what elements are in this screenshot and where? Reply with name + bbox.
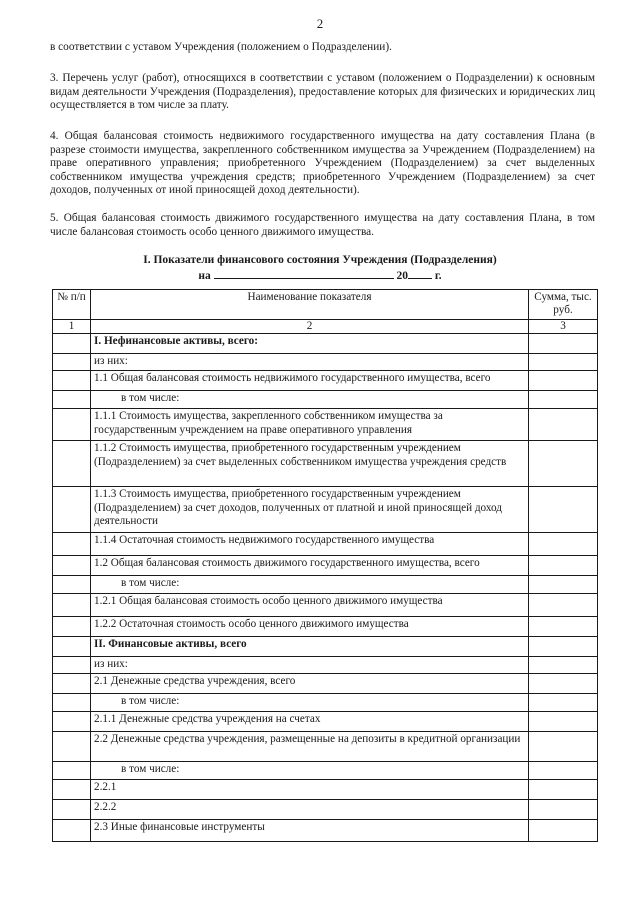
- row-number-cell: [53, 594, 91, 617]
- row-indicator-cell: 1.2 Общая балансовая стоимость движимого государственного имущества, всего: [91, 556, 529, 576]
- row-sum-cell: [529, 576, 598, 594]
- row-number-cell: [53, 732, 91, 762]
- table-row: [53, 576, 598, 594]
- paragraph-movable-property: 5. Общая балансовая стоимость движимого государственного имущества на дату составления Плана, в том числе балансовая стоимость особо ценного движимого имущества.: [50, 212, 595, 238]
- row-sum-cell: [529, 391, 598, 409]
- row-sum-cell: [529, 441, 598, 487]
- row-number-cell: [53, 617, 91, 637]
- table-body: [53, 334, 598, 842]
- table-row: [53, 732, 598, 762]
- row-number-cell: [53, 409, 91, 441]
- row-number-cell: [53, 487, 91, 533]
- row-indicator-cell: 1.1.2 Стоимость имущества, приобретенного государственным учреждением (Подразделением) за счет выделенных собственником имущества учреждения средств: [91, 441, 529, 487]
- row-number-cell: [53, 780, 91, 800]
- section-title: I. Показатели финансового состояния Учреждения (Подразделения): [143, 254, 497, 266]
- table-row: [53, 637, 598, 657]
- row-sum-cell: [529, 800, 598, 820]
- row-indicator-cell: 2.2 Денежные средства учреждения, размещенные на депозиты в кредитной организации: [91, 732, 529, 762]
- row-number-cell: [53, 354, 91, 371]
- row-sum-cell: [529, 487, 598, 533]
- row-indicator-cell: 2.1 Денежные средства учреждения, всего: [91, 674, 529, 694]
- row-sum-cell: [529, 780, 598, 800]
- row-indicator-cell: 1.1 Общая балансовая стоимость недвижимого государственного имущества, всего: [91, 371, 529, 391]
- row-indicator-cell: в том числе:: [91, 762, 529, 780]
- row-sum-cell: [529, 732, 598, 762]
- table-row: [53, 556, 598, 576]
- row-sum-cell: [529, 674, 598, 694]
- row-indicator-cell: 1.1.3 Стоимость имущества, приобретенного государственным учреждением (Подразделением) за счет доходов, полученных от платной и иной приносящей доход деятельности: [91, 487, 529, 533]
- paragraph-real-estate: 4. Общая балансовая стоимость недвижимого государственного имущества на дату составления Плана (в разрезе стоимости имущества, закрепленного собственником имущества за Учреждением (Подразделением) на праве оперативного управления; приобретенного Учреждением (Подразделением) за счет выделенных собственником имущества учреждения средств; приобретенного Учреждением (Подразделением) за счет доходов, полученных от иной приносящей доход деятельности).: [50, 130, 595, 197]
- table-row: [53, 334, 598, 354]
- row-sum-cell: [529, 762, 598, 780]
- column-numbers-row: [53, 319, 598, 333]
- row-number-cell: [53, 820, 91, 842]
- date-blank: [214, 267, 394, 279]
- row-number-cell: [53, 334, 91, 354]
- row-sum-cell: [529, 820, 598, 842]
- table-row: [53, 762, 598, 780]
- table-row: [53, 533, 598, 556]
- row-number-cell: [53, 371, 91, 391]
- table-row: [53, 487, 598, 533]
- row-indicator-cell: в том числе:: [91, 391, 529, 409]
- financial-indicators-table: [52, 289, 598, 842]
- row-number-cell: [53, 637, 91, 657]
- row-sum-cell: [529, 657, 598, 674]
- paragraph-continuation: в соответствии с уставом Учреждения (положением о Подразделении).: [50, 41, 392, 53]
- row-sum-cell: [529, 617, 598, 637]
- row-indicator-cell: 2.2.1: [91, 780, 529, 800]
- row-number-cell: [53, 694, 91, 712]
- row-sum-cell: [529, 533, 598, 556]
- row-sum-cell: [529, 712, 598, 732]
- table-header-row: [53, 290, 598, 320]
- row-indicator-cell: 2.3 Иные финансовые инструменты: [91, 820, 529, 842]
- column-number-3: 3: [529, 319, 598, 333]
- row-sum-cell: [529, 334, 598, 354]
- header-number: № п/п: [53, 290, 91, 320]
- row-sum-cell: [529, 371, 598, 391]
- header-sum: Сумма, тыс. руб.: [529, 290, 598, 320]
- row-sum-cell: [529, 556, 598, 576]
- row-number-cell: [53, 657, 91, 674]
- row-number-cell: [53, 533, 91, 556]
- table-row: [53, 694, 598, 712]
- row-indicator-cell: 1.1.1 Стоимость имущества, закрепленного собственником имущества за государственным учреждением на праве оперативного управления: [91, 409, 529, 441]
- row-number-cell: [53, 800, 91, 820]
- header-indicator-name: Наименование показателя: [91, 290, 529, 320]
- date-suffix: г.: [434, 270, 442, 282]
- row-number-cell: [53, 576, 91, 594]
- row-number-cell: [53, 391, 91, 409]
- row-sum-cell: [529, 354, 598, 371]
- column-number-2: 2: [91, 319, 529, 333]
- row-indicator-cell: из них:: [91, 657, 529, 674]
- row-indicator-cell: в том числе:: [91, 576, 529, 594]
- row-indicator-cell: 2.1.1 Денежные средства учреждения на счетах: [91, 712, 529, 732]
- row-number-cell: [53, 674, 91, 694]
- table-row: [53, 371, 598, 391]
- table-row: [53, 820, 598, 842]
- row-sum-cell: [529, 594, 598, 617]
- row-sum-cell: [529, 694, 598, 712]
- table-row: [53, 441, 598, 487]
- row-sum-cell: [529, 637, 598, 657]
- row-indicator-cell: в том числе:: [91, 694, 529, 712]
- row-number-cell: [53, 556, 91, 576]
- year-blank: [408, 267, 432, 279]
- year-prefix: 20: [396, 270, 408, 282]
- row-indicator-cell: 1.1.4 Остаточная стоимость недвижимого государственного имущества: [91, 533, 529, 556]
- table-row: [53, 391, 598, 409]
- row-indicator-cell: 2.2.2: [91, 800, 529, 820]
- table-row: [53, 712, 598, 732]
- table-row: [53, 800, 598, 820]
- row-indicator-cell: 1.2.1 Общая балансовая стоимость особо ценного движимого имущества: [91, 594, 529, 617]
- table-row: [53, 780, 598, 800]
- row-indicator-cell: 1.2.2 Остаточная стоимость особо ценного движимого имущества: [91, 617, 529, 637]
- page-number: 2: [316, 16, 324, 31]
- table-row: [53, 409, 598, 441]
- section-date-line: [0, 267, 640, 283]
- table-row: [53, 594, 598, 617]
- column-number-1: 1: [53, 319, 91, 333]
- paragraph-services: 3. Перечень услуг (работ), относящихся в соответствии с уставом (положением о Подразделении) к основным видам деятельности Учреждения (Подразделения), предоставление которых для физических и юридических лиц осуществляется в том числе за плату.: [50, 72, 595, 112]
- table-row: [53, 657, 598, 674]
- table-row: [53, 617, 598, 637]
- row-indicator-cell: II. Финансовые активы, всего: [91, 637, 529, 657]
- date-prefix: на: [198, 270, 211, 282]
- row-number-cell: [53, 762, 91, 780]
- row-number-cell: [53, 441, 91, 487]
- row-indicator-cell: I. Нефинансовые активы, всего:: [91, 334, 529, 354]
- table-row: [53, 674, 598, 694]
- row-indicator-cell: из них:: [91, 354, 529, 371]
- row-number-cell: [53, 712, 91, 732]
- table-row: [53, 354, 598, 371]
- row-sum-cell: [529, 409, 598, 441]
